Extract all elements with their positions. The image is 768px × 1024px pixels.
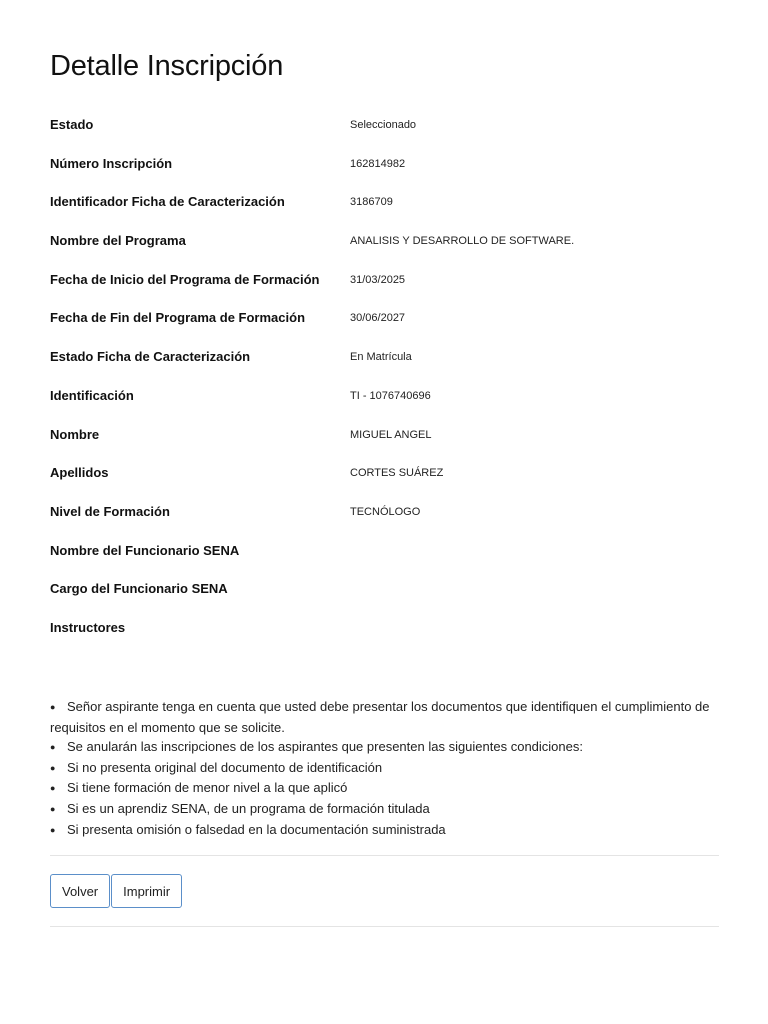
detail-label: Cargo del Funcionario SENA xyxy=(50,581,228,597)
detail-label: Nombre del Funcionario SENA xyxy=(50,542,240,558)
detail-label: Estado Ficha de Caracterización xyxy=(50,349,251,365)
detail-value: ANALISIS Y DESARROLLO DE SOFTWARE. xyxy=(350,235,575,248)
detail-label: Número Inscripción xyxy=(50,155,173,171)
detail-list xyxy=(50,114,719,656)
detail-label: Apellidos xyxy=(50,465,109,481)
detail-row-nombre-funcionario xyxy=(50,540,719,579)
detail-value: TI - 1076740696 xyxy=(350,389,431,402)
detail-row-identificador-ficha xyxy=(50,191,719,230)
action-bar xyxy=(50,874,182,908)
back-button[interactable]: Volver xyxy=(50,874,110,908)
detail-row-nivel-formacion xyxy=(50,501,719,540)
detail-value: Seleccionado xyxy=(350,119,417,131)
detail-value: En Matrícula xyxy=(350,351,412,364)
detail-row-estado xyxy=(50,114,719,153)
detail-value: TECNÓLOGO xyxy=(350,505,421,518)
detail-label: Nombre del Programa xyxy=(50,233,186,249)
bullet-icon: ● xyxy=(50,803,56,814)
detail-row-cargo-funcionario xyxy=(50,578,719,617)
note-text: Si es un aprendiz SENA, de un programa de formación titulada xyxy=(67,800,430,816)
detail-row-identificacion xyxy=(50,385,719,424)
note-text: Si presenta omisión o falsedad en la documentación suministrada xyxy=(67,821,446,837)
detail-label: Nivel de Formación xyxy=(50,503,170,519)
note-text: Si no presenta original del documento de identificación xyxy=(67,759,383,775)
detail-label: Fecha de Inicio del Programa de Formación xyxy=(50,271,320,287)
detail-row-instructores xyxy=(50,617,719,656)
detail-value: 3186709 xyxy=(350,196,393,209)
bullet-icon: ● xyxy=(50,702,56,712)
list-item xyxy=(50,799,719,820)
detail-label: Identificador Ficha de Caracterización xyxy=(50,194,285,210)
detail-label: Instructores xyxy=(50,619,126,635)
detail-row-fecha-inicio xyxy=(50,269,719,308)
note-text: Se anularán las inscripciones de los aspirantes que presenten las siguientes condiciones: xyxy=(67,739,583,755)
page-title: Detalle Inscripción xyxy=(50,50,284,82)
bullet-icon: ● xyxy=(50,742,56,753)
detail-label: Fecha de Fin del Programa de Formación xyxy=(50,310,306,326)
detail-row-nombre xyxy=(50,424,719,463)
note-text: Señor aspirante tenga en cuenta que usted debe presentar los documentos que identifiquen el cumplimiento de requisitos en el momento que se solicite. xyxy=(50,699,710,735)
note-text: Si tiene formación de menor nivel a la que aplicó xyxy=(67,780,348,796)
applicant-notes-list xyxy=(50,697,719,840)
bullet-icon: ● xyxy=(50,762,56,773)
divider xyxy=(50,855,719,856)
list-item xyxy=(50,820,719,841)
print-button[interactable]: Imprimir xyxy=(111,874,182,908)
detail-row-apellidos xyxy=(50,462,719,501)
detail-label: Identificación xyxy=(50,387,134,403)
detail-value: 31/03/2025 xyxy=(350,273,406,286)
list-item xyxy=(50,697,719,737)
detail-row-estado-ficha xyxy=(50,346,719,385)
bullet-icon: ● xyxy=(50,824,56,835)
detail-value: CORTES SUÁREZ xyxy=(350,467,444,480)
detail-row-numero-inscripcion xyxy=(50,153,719,192)
list-item xyxy=(50,737,719,758)
detail-row-fecha-fin xyxy=(50,307,719,346)
list-item xyxy=(50,778,719,799)
detail-label: Nombre xyxy=(50,426,100,442)
list-item xyxy=(50,758,719,779)
divider xyxy=(50,926,719,927)
detail-value: MIGUEL ANGEL xyxy=(350,428,432,441)
bullet-icon: ● xyxy=(50,783,56,794)
detail-row-nombre-programa xyxy=(50,230,719,269)
detail-value: 162814982 xyxy=(350,157,406,170)
detail-label: Estado xyxy=(50,117,94,132)
detail-value: 30/06/2027 xyxy=(350,312,406,325)
